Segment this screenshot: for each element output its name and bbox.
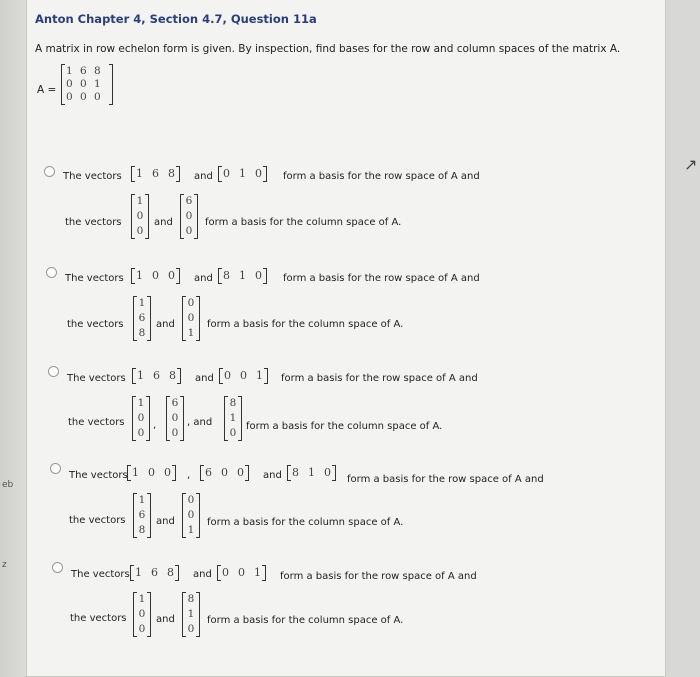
question-title: Anton Chapter 4, Section 4.7, Question 11a (35, 12, 317, 26)
vector-entry: 6 (185, 195, 193, 207)
vector-entry: 0 (222, 566, 229, 579)
vector-entry: 0 (255, 269, 262, 282)
vector-entry: 1 (239, 269, 246, 282)
col-lead-text: the vectors (70, 613, 127, 624)
vector-entry: 6 (138, 509, 146, 521)
column-vector (180, 194, 198, 239)
vector-entry: 8 (223, 269, 230, 282)
vector-entry: 1 (229, 412, 237, 424)
vector-entry: 0 (229, 427, 237, 439)
vector-entry: 6 (152, 167, 159, 180)
edge-text: eb (2, 480, 14, 490)
vector-entry: 0 (148, 466, 155, 479)
vector-entry: 0 (240, 369, 247, 382)
vector-entry: 0 (324, 466, 331, 479)
col-space-text: form a basis for the column space of A. (205, 217, 402, 228)
matrix-cell: 1 (94, 78, 101, 90)
vector-entry: 0 (164, 466, 171, 479)
matrix-cell: 0 (80, 78, 87, 90)
vector-entry: 0 (137, 412, 145, 424)
comma-text: , (153, 420, 157, 431)
row-vector (219, 368, 268, 384)
option-1-lead: The vectors (63, 171, 122, 182)
vector-entry: 1 (136, 195, 144, 207)
column-vector (166, 396, 184, 441)
vector-entry: 0 (136, 225, 144, 237)
option-2-lead: The vectors (65, 273, 124, 284)
and-text: and (156, 614, 175, 625)
vector-entry: 0 (238, 566, 245, 579)
col-lead-text: the vectors (68, 417, 125, 428)
option-3-lead: The vectors (67, 373, 126, 384)
and-text: and (156, 516, 175, 527)
vector-entry: 1 (187, 524, 195, 536)
col-space-text: form a basis for the column space of A. (207, 517, 404, 528)
row-vector (127, 465, 176, 481)
vector-entry: 8 (169, 369, 176, 382)
vector-entry: 0 (138, 608, 146, 620)
row-space-text: form a basis for the row space of A and (283, 273, 480, 284)
and-text: and (156, 319, 175, 330)
matrix-cell: 0 (66, 91, 73, 103)
matrix-cell: 8 (94, 65, 101, 77)
vector-entry: 1 (136, 269, 143, 282)
column-vector (132, 396, 150, 441)
vector-entry: 0 (171, 427, 179, 439)
and-text: and (195, 373, 214, 384)
col-space-text: form a basis for the column space of A. (207, 615, 404, 626)
mouse-cursor-icon: ↗ (684, 155, 698, 174)
row-space-text: form a basis for the row space of A and (281, 373, 478, 384)
option-5-radio[interactable] (52, 562, 63, 573)
comma-text: , (187, 470, 191, 481)
vector-entry: 0 (237, 466, 244, 479)
vector-entry: 0 (152, 269, 159, 282)
vector-entry: 1 (136, 167, 143, 180)
col-space-text: form a basis for the column space of A. (246, 421, 443, 432)
vector-entry: 1 (187, 608, 195, 620)
column-vector (133, 296, 151, 341)
and-text: and (194, 171, 213, 182)
option-5-lead: The vectors (71, 569, 130, 580)
vector-entry: 8 (187, 593, 195, 605)
column-vector (224, 396, 242, 441)
row-space-text: form a basis for the row space of A and (283, 171, 480, 182)
option-4-radio[interactable] (50, 463, 61, 474)
vector-entry: 0 (187, 494, 195, 506)
row-space-text: form a basis for the row space of A and (280, 571, 477, 582)
row-vector (131, 166, 180, 182)
vector-entry: 1 (132, 466, 139, 479)
vector-entry: 0 (171, 412, 179, 424)
vector-entry: 8 (138, 327, 146, 339)
vector-entry: 1 (138, 593, 146, 605)
vector-entry: 8 (292, 466, 299, 479)
question-panel (26, 0, 666, 677)
question-prompt: A matrix in row echelon form is given. By inspection, find bases for the row and column spaces of the matrix A. (35, 43, 621, 55)
row-space-text: form a basis for the row space of A and (347, 474, 544, 485)
vector-entry: 0 (221, 466, 228, 479)
vector-entry: 6 (153, 369, 160, 382)
vector-entry: 0 (187, 312, 195, 324)
vector-entry: 0 (187, 509, 195, 521)
and-text: and (194, 273, 213, 284)
row-vector (131, 268, 180, 284)
vector-entry: 0 (223, 167, 230, 180)
vector-entry: 6 (171, 397, 179, 409)
vector-entry: 0 (168, 269, 175, 282)
vector-entry: 1 (138, 494, 146, 506)
edge-text: z (2, 560, 7, 570)
vector-entry: 8 (229, 397, 237, 409)
vector-entry: 1 (137, 397, 145, 409)
vector-entry: 0 (187, 623, 195, 635)
vector-entry: 6 (138, 312, 146, 324)
vector-entry: 0 (185, 225, 193, 237)
column-vector (182, 296, 200, 341)
background-edge (0, 0, 26, 677)
col-lead-text: the vectors (65, 217, 122, 228)
row-vector (200, 465, 249, 481)
vector-entry: 0 (187, 297, 195, 309)
matrix-cell: 0 (66, 78, 73, 90)
row-vector (132, 368, 181, 384)
vector-entry: 1 (137, 369, 144, 382)
vector-entry: 1 (308, 466, 315, 479)
column-vector (182, 592, 200, 637)
row-vector (287, 465, 336, 481)
vector-entry: 0 (224, 369, 231, 382)
vector-entry: 1 (239, 167, 246, 180)
and-text: and (263, 470, 282, 481)
vector-entry: 1 (138, 297, 146, 309)
vector-entry: 0 (137, 427, 145, 439)
column-vector (131, 194, 149, 239)
column-vector (133, 592, 151, 637)
vector-entry: 0 (136, 210, 144, 222)
comma-and-text: , and (187, 417, 213, 428)
vector-entry: 0 (185, 210, 193, 222)
vector-entry: 8 (168, 167, 175, 180)
vector-entry: 6 (205, 466, 212, 479)
vector-entry: 6 (151, 566, 158, 579)
row-vector (218, 166, 267, 182)
vector-entry: 1 (256, 369, 263, 382)
row-vector (130, 565, 179, 581)
option-4-lead: The vectors (69, 470, 128, 481)
row-vector (218, 268, 267, 284)
col-lead-text: the vectors (67, 319, 124, 330)
vector-entry: 1 (254, 566, 261, 579)
column-vector (182, 493, 200, 538)
option-3-radio[interactable] (48, 366, 59, 377)
matrix-cell: 1 (66, 65, 73, 77)
matrix-cell: 0 (94, 91, 101, 103)
column-vector (133, 493, 151, 538)
matrix-cell: 0 (80, 91, 87, 103)
vector-entry: 1 (135, 566, 142, 579)
vector-entry: 0 (255, 167, 262, 180)
and-text: and (154, 217, 173, 228)
row-vector (217, 565, 266, 581)
matrix-a (61, 64, 113, 105)
col-lead-text: the vectors (69, 515, 126, 526)
vector-entry: 0 (138, 623, 146, 635)
matrix-cell: 6 (80, 65, 87, 77)
vector-entry: 8 (138, 524, 146, 536)
and-text: and (193, 569, 212, 580)
vector-entry: 8 (167, 566, 174, 579)
option-1-radio[interactable] (44, 166, 55, 177)
col-space-text: form a basis for the column space of A. (207, 319, 404, 330)
matrix-label: A = (37, 84, 57, 96)
vector-entry: 1 (187, 327, 195, 339)
option-2-radio[interactable] (46, 267, 57, 278)
